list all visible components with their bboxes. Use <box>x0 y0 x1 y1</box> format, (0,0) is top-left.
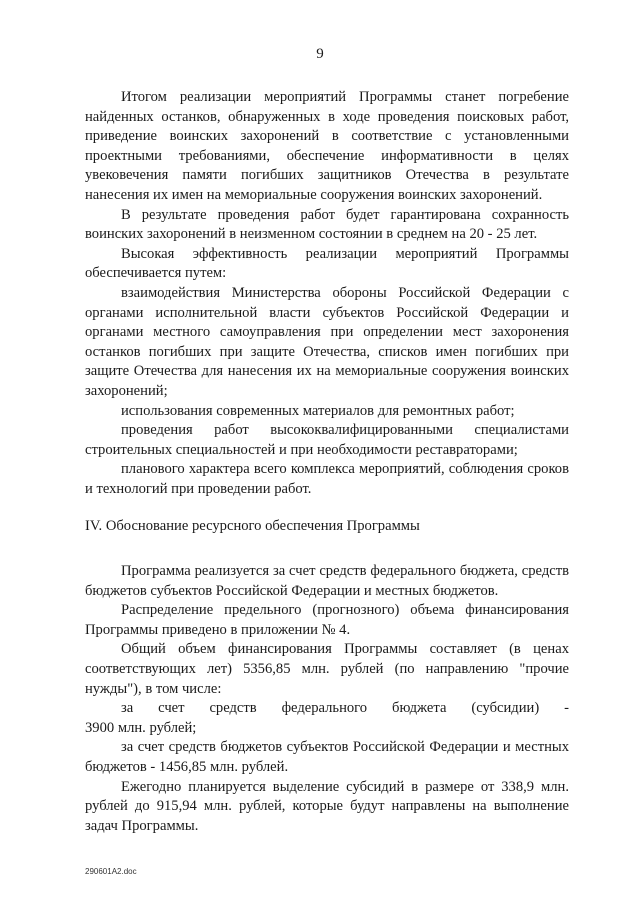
paragraph-program-results: Итогом реализации мероприятий Программы станет погребение найденных останков, обнаруженных в ходе проведения поисковых работ, приведение воинских захоронений в соответствие с установленными проектными требованиями, обеспечение информативности в целях увековечения памяти погибших защитников Отечества в результате нанесения их имен на мемориальные сооружения воинских захоронений. <box>85 89 569 203</box>
federal-budget-word: за <box>121 700 134 717</box>
footer-filename: 290601A2.doc <box>85 867 137 876</box>
federal-budget-word: - <box>564 700 569 717</box>
paragraph-funding-distribution: Распределение предельного (прогнозного) объема финансирования Программы приведено в приложении № 4. <box>85 602 569 638</box>
federal-budget-line <box>85 699 569 719</box>
paragraph-preservation-guarantee: В результате проведения работ будет гарантирована сохранность воинских захоронений в неизменном состоянии в среднем на 20 - 25 лет. <box>85 206 569 243</box>
federal-budget-word: бюджета <box>392 700 447 717</box>
paragraph-annual-subsidies: Ежегодно планируется выделение субсидий в размере от 338,9 млн. рублей до 915,94 млн. рублей, которые будут направлены на выполнение задач Программы. <box>85 778 569 834</box>
paragraph-regional-budgets: за счет средств бюджетов субъектов Российской Федерации и местных бюджетов - 1456,85 млн. рублей. <box>85 739 569 775</box>
list-item-planned-character: планового характера всего комплекса мероприятий, соблюдения сроков и технологий при проведении работ. <box>85 461 569 497</box>
federal-budget-amount: 3900 млн. рублей; <box>85 719 197 736</box>
paragraph-total-funding: Общий объем финансирования Программы составляет (в ценах соответствующих лет) 5356,85 млн. рублей (по направлению "прочие нужды"), в том числе: <box>85 641 569 697</box>
federal-budget-word: счет <box>158 700 185 717</box>
section-title: IV. Обоснование ресурсного обеспечения Программы <box>85 518 420 535</box>
paragraph-funding-sources: Программа реализуется за счет средств федерального бюджета, средств бюджетов субъектов Российской Федерации и местных бюджетов. <box>85 563 569 599</box>
document-body <box>85 88 569 836</box>
federal-budget-word: средств <box>209 700 257 717</box>
paragraph-efficiency-intro: Высокая эффективность реализации мероприятий Программы обеспечивается путем: <box>85 245 569 282</box>
federal-budget-word: (субсидии) <box>471 700 540 717</box>
list-item-modern-materials: использования современных материалов для ремонтных работ; <box>121 402 515 419</box>
list-item-qualified-specialists: проведения работ высококвалифицированными специалистами строительных специальностей и при необходимости реставраторами; <box>85 422 569 458</box>
federal-budget-word: федерального <box>281 700 368 717</box>
page-number: 9 <box>316 46 324 62</box>
list-item-interaction: взаимодействия Министерства обороны Российской Федерации с органами исполнительной власти субъектов Российской Федерации и органами местного самоуправления при определении мест захоронения останков погибших при защите Отечества, списков имен погибших при защите Отечества для нанесения их на мемориальные сооружения воинских захоронений; <box>85 284 569 399</box>
